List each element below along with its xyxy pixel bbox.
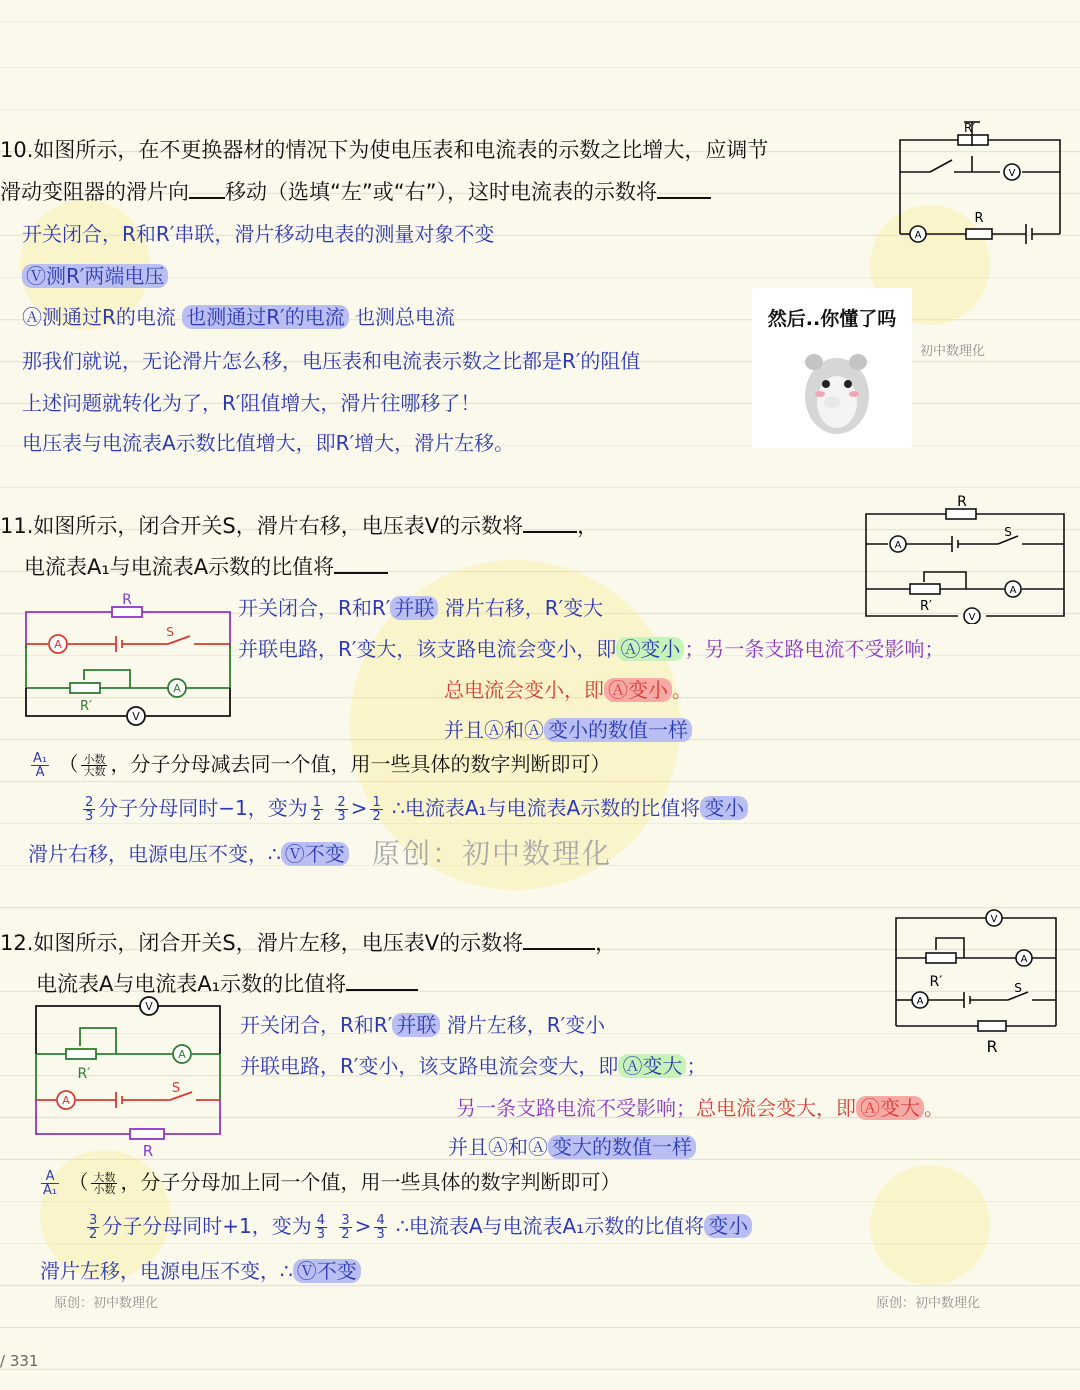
watermark: 原创：初中数理化 — [54, 1296, 159, 1311]
note-text: 并联电路，R′变大，该支路电流会变小，即 — [238, 637, 617, 661]
paren-open: （ — [68, 1170, 89, 1194]
ammeter-label: A — [914, 230, 922, 241]
highlight: Ⓥ不变 — [293, 1259, 361, 1283]
greater-than: > — [354, 1214, 372, 1238]
note-text: ∴电流表A₁与电流表A示数的比值将 — [392, 796, 701, 820]
q11-note-5 — [28, 748, 610, 779]
fraction-denominator: A₁ — [43, 1183, 58, 1198]
voltmeter-label: V — [1008, 168, 1016, 179]
q10-note-5: 上述问题就转化为了，R′阻值增大，滑片往哪移了！ — [22, 391, 481, 415]
highlight: Ⓐ变大 — [856, 1096, 924, 1120]
note-text: 总电流会变大，即 — [696, 1096, 856, 1120]
fraction-numerator: 4 — [376, 1213, 385, 1228]
fraction-denominator: 3 — [337, 809, 346, 824]
answer-blank[interactable] — [523, 930, 595, 950]
note-text: 。 — [924, 1096, 944, 1120]
highlight: 变小 — [700, 796, 748, 820]
fraction-denominator: 3 — [85, 809, 94, 824]
fraction-numerator: A — [41, 1170, 59, 1184]
rheostat-label: R′ — [920, 599, 932, 614]
q10-circuit-diagram — [892, 116, 1068, 248]
paren-open: （ — [58, 752, 79, 776]
note-text: 滑片右移，R′变大 — [444, 596, 604, 620]
hamster-illustration — [792, 336, 878, 440]
note-text: 并联电路，R′变小，该支路电流会变大，即 — [240, 1054, 619, 1078]
resistor-label: R — [122, 592, 132, 608]
fraction — [339, 1214, 351, 1241]
note-text: 开关闭合，R和R′ — [240, 1013, 393, 1037]
ammeter-label: A — [62, 1094, 70, 1107]
fraction — [311, 796, 323, 823]
q11-note-7 — [28, 838, 349, 867]
voltmeter-label: V — [968, 612, 976, 623]
note-text: 另一条支路电流不受影响； — [456, 1096, 696, 1120]
q11-note-6 — [80, 792, 748, 823]
q10-note-2 — [22, 260, 168, 289]
q11-stem-text: ， — [577, 514, 599, 538]
note-text: 并且Ⓐ和Ⓐ — [448, 1135, 548, 1159]
rheostat-label: R′ — [964, 121, 976, 135]
fraction-denominator: 2 — [312, 809, 322, 824]
highlight: Ⓐ变小 — [604, 678, 672, 702]
highlight: 并联 — [392, 1013, 440, 1037]
fraction-numerator: 3 — [341, 1213, 350, 1228]
resistor-label: R — [986, 1037, 998, 1056]
highlight: 并联 — [390, 596, 438, 620]
fraction-numerator: A₁ — [33, 751, 48, 766]
highlight: Ⓐ变小 — [616, 637, 684, 661]
fraction-numerator: 3 — [89, 1213, 98, 1228]
fraction-numerator: 4 — [316, 1213, 326, 1228]
q10-stem-text: 滑动变阻器的滑片向 — [0, 180, 189, 204]
q11-circuit-diagram — [862, 492, 1068, 624]
q11-colored-circuit — [20, 592, 236, 730]
ratio-fraction — [31, 752, 49, 779]
note-text: 滑片右移，电源电压不变，∴ — [28, 842, 281, 866]
fraction-numerator: 1 — [312, 795, 322, 810]
fraction-denominator: 3 — [316, 1227, 326, 1242]
note-text: 总电流会变小，即 — [444, 678, 604, 702]
fraction-numerator: 2 — [85, 795, 94, 810]
q12-stem-line1 — [0, 927, 616, 957]
watermark: 原创：初中数理化 — [876, 1296, 981, 1311]
q12-note-1 — [240, 1009, 605, 1038]
q10-stem-line1: 10.如图所示，在不更换器材的情况下为使电压表和电流表的示数之比增大，应调节 — [0, 138, 769, 162]
q10-note-1: 开关闭合，R和R′串联，滑片移动电表的测量对象不变 — [22, 222, 495, 246]
fraction — [83, 796, 95, 823]
ammeter-label: A — [1020, 954, 1028, 965]
q11-note-2 — [238, 633, 944, 662]
resistor-label: R — [957, 494, 967, 510]
watermark-large: 原创：初中数理化 — [372, 837, 613, 870]
note-text: 开关闭合，R和R′ — [238, 596, 391, 620]
ammeter-label: A — [1009, 585, 1017, 596]
q12-stem-text: ， — [595, 931, 617, 955]
fraction-denominator: 2 — [341, 1227, 350, 1242]
ammeter-label: A — [894, 540, 902, 551]
q11-stem-line1 — [0, 510, 598, 540]
q11-stem-text: 11.如图所示，闭合开关S，滑片右移，电压表V的示数将 — [0, 514, 524, 538]
ammeter-label: A — [916, 996, 924, 1007]
fraction-numerator: 大数 — [93, 1171, 116, 1184]
q12-note-2 — [240, 1050, 706, 1079]
note-text: ；另一条支路电流不受影响； — [684, 637, 945, 661]
fraction-denominator: A — [35, 765, 45, 780]
highlight: Ⓐ变大 — [618, 1054, 686, 1078]
fraction-numerator: 2 — [337, 795, 346, 810]
q11-stem-text: 电流表A₁与电流表A示数的比值将 — [24, 555, 335, 579]
q12-note-6 — [84, 1210, 752, 1241]
rheostat-label: R′ — [77, 1066, 91, 1082]
meme-caption: 然后..你懂了吗 — [767, 308, 897, 330]
note-text: ∴电流表A与电流表A₁示数的比值将 — [396, 1214, 705, 1238]
answer-blank[interactable] — [334, 554, 388, 574]
note-text: 并且Ⓐ和Ⓐ — [444, 718, 544, 742]
highlight: 变小 — [704, 1214, 752, 1238]
voltmeter-label: V — [990, 914, 998, 925]
fraction-numerator: 小数 — [83, 753, 106, 766]
fraction — [370, 796, 382, 823]
q12-stem-text: 电流表A与电流表A₁示数的比值将 — [36, 972, 347, 996]
ammeter-label: A — [54, 638, 62, 651]
rheostat-label: R′ — [929, 974, 943, 990]
note-text: 滑片左移，电源电压不变，∴ — [40, 1259, 293, 1283]
answer-blank[interactable] — [523, 513, 577, 533]
fraction — [315, 1214, 327, 1241]
resistor-label: R — [974, 211, 984, 226]
rheostat-label: R′ — [80, 699, 92, 714]
note-text: 分子分母同时−1，变为 — [98, 796, 308, 820]
highlight: 变大的数值一样 — [548, 1135, 696, 1159]
resistor-label: R — [142, 1142, 154, 1160]
highlight: Ⓥ测R′两端电压 — [22, 264, 168, 288]
q10-stem-line2 — [0, 176, 711, 206]
q12-note-5 — [38, 1166, 620, 1197]
q12-stem-text: 12.如图所示，闭合开关S，滑片左移，电压表V的示数将 — [0, 931, 524, 955]
hint-fraction — [91, 1172, 117, 1195]
note-text: Ⓐ测通过R的电流 — [22, 305, 176, 329]
answer-blank[interactable] — [189, 179, 225, 199]
q10-stem-text: 移动（选填“左”或“右”），这时电流表的示数将 — [225, 180, 658, 204]
fraction-denominator: 大数 — [83, 765, 106, 778]
answer-blank[interactable] — [657, 179, 711, 199]
watermark: 初中数理化 — [920, 344, 986, 359]
fraction-denominator: 小数 — [93, 1183, 116, 1196]
voltmeter-label: V — [132, 710, 140, 723]
fraction — [374, 1214, 386, 1241]
fraction-denominator: 2 — [89, 1227, 98, 1242]
fraction-denominator: 3 — [376, 1227, 385, 1242]
q10-note-3 — [22, 301, 455, 330]
fraction — [335, 796, 347, 823]
q12-note-3 — [456, 1092, 944, 1121]
q11-note-4 — [444, 714, 692, 743]
page-number: / 331 — [0, 1352, 39, 1370]
switch-label: S — [1014, 981, 1022, 995]
q11-stem-line2 — [24, 551, 388, 581]
highlight: 变小的数值一样 — [544, 718, 692, 742]
faded-sticker — [870, 1165, 990, 1285]
note-text: ，分子分母减去同一个值，用一些具体的数字判断即可） — [110, 752, 611, 776]
note-text: ，分子分母加上同一个值，用一些具体的数字判断即可） — [120, 1170, 621, 1194]
ratio-fraction — [41, 1170, 59, 1197]
switch-label: S — [171, 1081, 181, 1096]
answer-blank[interactable] — [346, 971, 418, 991]
greater-than: > — [350, 796, 368, 820]
fraction-numerator: 1 — [372, 795, 381, 810]
q12-note-4 — [448, 1131, 696, 1160]
note-text: 分子分母同时+1，变为 — [102, 1214, 312, 1238]
voltmeter-label: V — [145, 1000, 153, 1013]
fraction-denominator: 2 — [372, 809, 381, 824]
note-text: ； — [686, 1054, 707, 1078]
q12-colored-circuit — [30, 994, 230, 1160]
highlight: Ⓥ不变 — [281, 842, 349, 866]
note-text: 。 — [672, 678, 692, 702]
ammeter-label: A — [178, 1048, 186, 1061]
hint-fraction — [81, 754, 107, 777]
highlight: 也测通过R′的电流 — [182, 305, 348, 329]
q10-note-4: 那我们就说，无论滑片怎么移，电压表和电流表示数之比都是R′的阻值 — [22, 349, 641, 373]
ammeter-label: A — [173, 682, 181, 695]
q11-note-1 — [238, 592, 603, 621]
fraction — [87, 1214, 99, 1241]
switch-label: S — [1004, 525, 1012, 539]
note-text: 滑片左移，R′变小 — [446, 1013, 606, 1037]
note-text: 也测总电流 — [355, 305, 456, 329]
switch-label: S — [166, 625, 174, 639]
q12-note-7 — [40, 1255, 361, 1284]
q10-note-6: 电压表与电流表A示数比值增大，即R′增大，滑片左移。 — [22, 431, 515, 455]
q11-note-3 — [444, 674, 692, 703]
meme-image — [752, 288, 912, 448]
q12-circuit-diagram — [892, 906, 1062, 1058]
